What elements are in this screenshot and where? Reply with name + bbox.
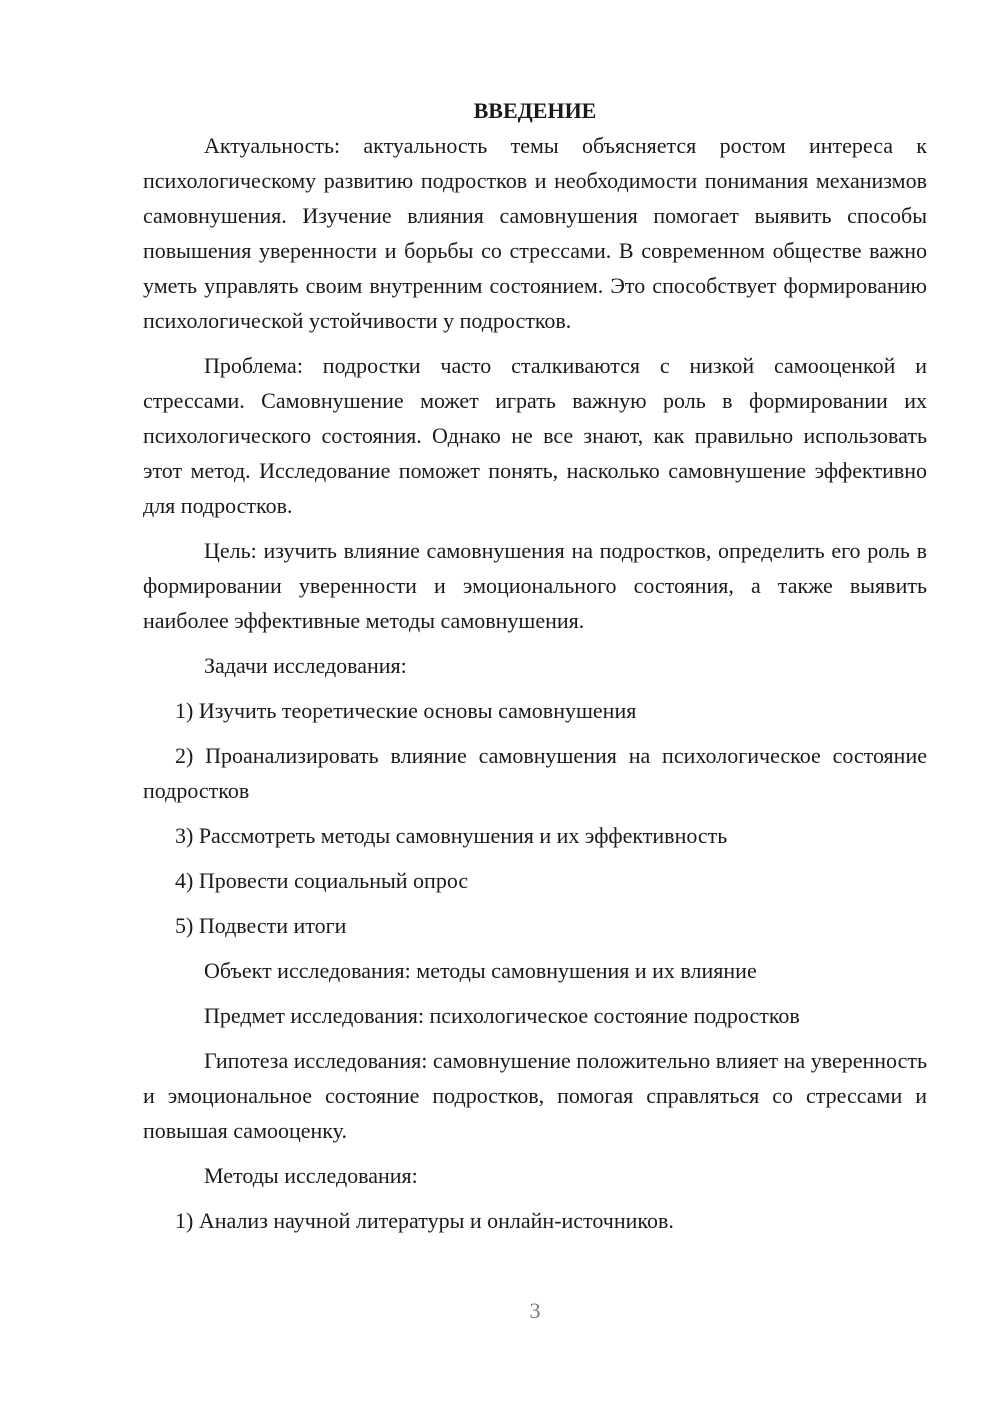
paragraph-goal: Цель: изучить влияние самовнушения на подростков, определить его роль в формировании уверенности и эмоционального состояния, а также выявить наиболее эффективные методы самовнушения. (143, 538, 927, 633)
task-item-4: 4) Провести социальный опрос (175, 868, 469, 893)
paragraph-problem: Проблема: подростки часто сталкиваются с низкой самооценкой и стрессами. Самовнушение может играть важную роль в формировании их психологического состояния. Однако не все знают, как правильно использовать этот метод. Исследование поможет понять, насколько самовнушение эффективно для подростков. (143, 353, 927, 518)
paragraph-hypothesis: Гипотеза исследования: самовнушение положительно влияет на уверенность и эмоциональное состояние подростков, помогая справляться со стрессами и повышая самооценку. (143, 1048, 927, 1143)
task-item-1: 1) Изучить теоретические основы самовнушения (175, 698, 637, 723)
document-body (143, 93, 927, 1238)
task-item-5: 5) Подвести итоги (175, 913, 347, 938)
methods-heading: Методы исследования: (204, 1163, 418, 1188)
tasks-heading: Задачи исследования: (204, 653, 407, 678)
task-item-2: 2) Проанализировать влияние самовнушения на психологическое состояние подростков (143, 743, 927, 803)
paragraph-object: Объект исследования: методы самовнушения и их влияние (204, 958, 757, 983)
method-item-1: 1) Анализ научной литературы и онлайн-источников. (175, 1208, 674, 1233)
paragraph-subject: Предмет исследования: психологическое состояние подростков (204, 1003, 800, 1028)
section-title: ВВЕДЕНИЕ (473, 98, 597, 123)
paragraph-relevance: Актуальность: актуальность темы объясняется ростом интереса к психологическому развитию подростков и необходимости понимания механизмов самовнушения. Изучение влияния самовнушения помогает выявить способы повышения уверенности и борьбы со стрессами. В современном обществе важно уметь управлять своим внутренним состоянием. Это способствует формированию психологической устойчивости у подростков. (143, 133, 927, 333)
page-number: 3 (529, 1298, 541, 1323)
task-item-3: 3) Рассмотреть методы самовнушения и их эффективность (175, 823, 728, 848)
